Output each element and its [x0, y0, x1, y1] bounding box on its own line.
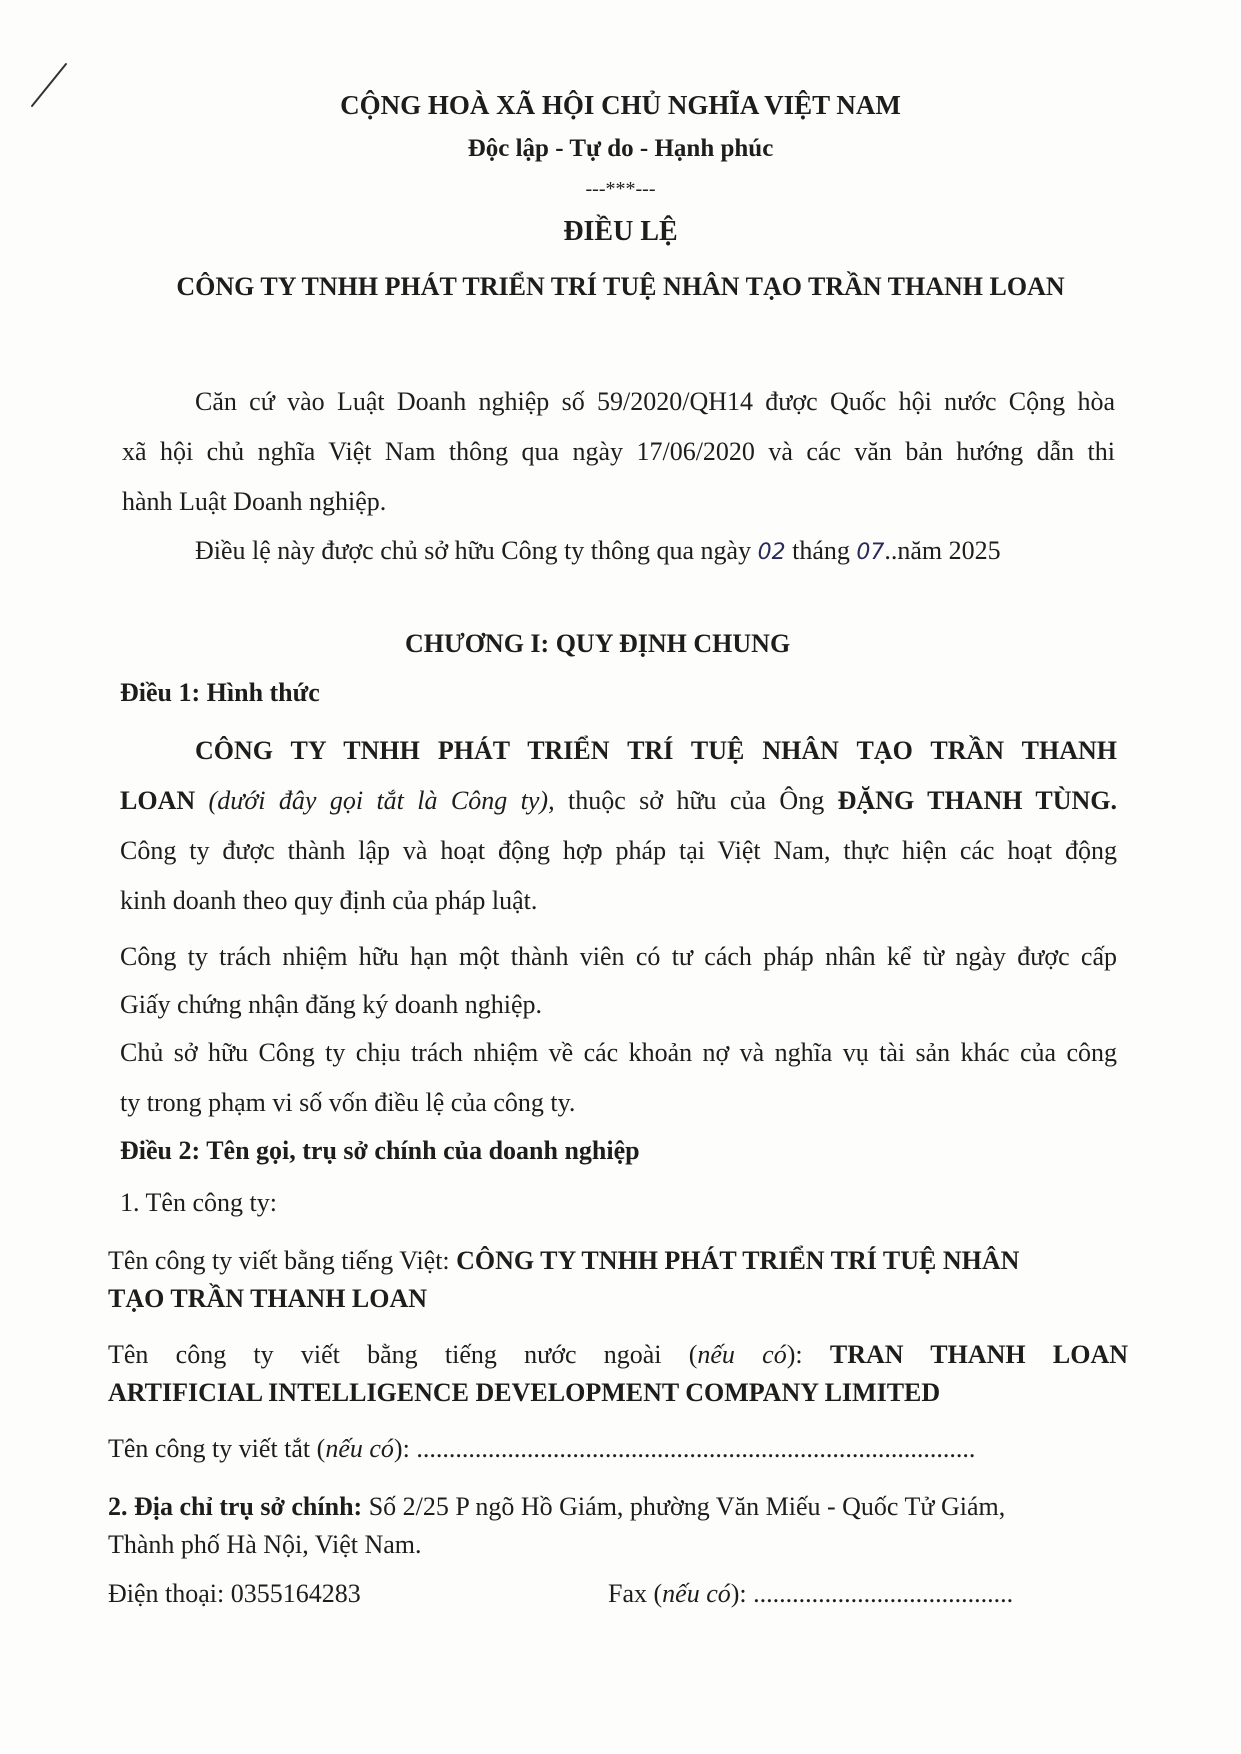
foreign-label-if-any: nếu có — [697, 1340, 787, 1369]
abbreviation-label: Tên công ty viết tắt ( — [108, 1434, 326, 1463]
approval-prefix: Điều lệ này được chủ sở hữu Công ty thông qua ngày — [195, 536, 752, 565]
article-1-line-4: kinh doanh theo quy định của pháp luật. — [120, 886, 538, 915]
abbreviation-label-close: ): — [393, 1434, 410, 1463]
owner-name: ĐẶNG THANH TÙNG. — [837, 786, 1117, 815]
article-1-p2-line-1: Công ty trách nhiệm hữu hạn một thành viên có tư cách pháp nhân kể từ ngày được cấp — [120, 942, 1117, 971]
approval-month-handwritten: 07 — [856, 540, 885, 565]
abbreviation-if-any: nếu có — [325, 1434, 394, 1463]
company-name-tail: LOAN — [120, 786, 196, 815]
address-value-cont: Thành phố Hà Nội, Việt Nam. — [108, 1530, 422, 1559]
chapter-heading: CHƯƠNG I: QUY ĐỊNH CHUNG — [405, 629, 791, 658]
address-line — [108, 1490, 1005, 1524]
national-title: CỘNG HOÀ XÃ HỘI CHỦ NGHĨA VIỆT NAM — [340, 90, 901, 120]
address-label: 2. Địa chỉ trụ sở chính: — [108, 1492, 363, 1521]
foreign-label-close: ): — [786, 1340, 803, 1369]
article-1-line-3: Công ty được thành lập và hoạt động hợp pháp tại Việt Nam, thực hiện các hoạt động — [120, 836, 1117, 865]
article-1-heading: Điều 1: Hình thức — [120, 678, 320, 707]
approval-year: ..năm 2025 — [884, 536, 1001, 565]
fax-if-any: nếu có — [662, 1579, 731, 1608]
preamble-line-3: hành Luật Doanh nghiệp. — [122, 487, 387, 516]
address-value: Số 2/25 P ngõ Hồ Giám, phường Văn Miếu - Quốc Tử Giám, — [368, 1492, 1006, 1521]
fax-label-close: ): — [730, 1579, 747, 1608]
approval-month-label: tháng — [792, 536, 850, 565]
foreign-name-value: TRAN THANH LOAN — [829, 1340, 1128, 1369]
abbreviation-value: ...................................................................................... — [416, 1434, 976, 1463]
vietnamese-name-line — [108, 1244, 1019, 1278]
article-1-p3-line-1: Chủ sở hữu Công ty chịu trách nhiệm về các khoản nợ và nghĩa vụ tài sản khác của công — [120, 1038, 1117, 1067]
article-2-item-1: 1. Tên công ty: — [120, 1188, 277, 1217]
vietnamese-name-label: Tên công ty viết bằng tiếng Việt: — [108, 1246, 450, 1275]
national-motto: Độc lập - Tự do - Hạnh phúc — [467, 135, 774, 162]
preamble-line-2: xã hội chủ nghĩa Việt Nam thông qua ngày 17/06/2020 và các văn bản hướng dẫn thi — [122, 437, 1115, 466]
article-1-p2-line-2: Giấy chứng nhận đăng ký doanh nghiệp. — [120, 990, 543, 1019]
foreign-name-label — [108, 1340, 803, 1369]
fax-value: ........................................ — [753, 1579, 1014, 1608]
article-1-company-name: CÔNG TY TNHH PHÁT TRIỂN TRÍ TUỆ NHÂN TẠO TRẦN THANH — [195, 736, 1117, 765]
vietnamese-name-value: CÔNG TY TNHH PHÁT TRIỂN TRÍ TUỆ NHÂN — [456, 1246, 1020, 1275]
short-name-note: (dưới đây gọi tắt là Công ty), — [208, 786, 555, 815]
company-title: CÔNG TY TNHH PHÁT TRIỂN TRÍ TUỆ NHÂN TẠO TRẦN THANH LOAN — [176, 272, 1065, 301]
phone-line: Điện thoại: 0355164283 — [108, 1579, 361, 1608]
vietnamese-name-value-cont: TẠO TRẦN THANH LOAN — [108, 1284, 428, 1313]
article-2-heading: Điều 2: Tên gọi, trụ sở chính của doanh nghiệp — [120, 1136, 640, 1165]
foreign-label-text: Tên công ty viết bằng tiếng nước ngoài ( — [108, 1340, 698, 1369]
fax-line — [608, 1577, 1013, 1611]
header-separator: ---***--- — [585, 178, 656, 200]
ownership-text: thuộc sở hữu của Ông — [568, 786, 825, 815]
foreign-name-value-cont: ARTIFICIAL INTELLIGENCE DEVELOPMENT COMPANY LIMITED — [108, 1378, 941, 1407]
foreign-name-line — [108, 1338, 1128, 1372]
document-title: ĐIỀU LỆ — [563, 216, 678, 247]
article-1-p3-line-2: ty trong phạm vi số vốn điều lệ của công ty. — [120, 1088, 576, 1117]
article-1-owner-line — [120, 784, 1117, 818]
approval-day-handwritten: 02 — [757, 540, 786, 565]
approval-line — [195, 534, 1001, 570]
fax-label: Fax ( — [608, 1579, 663, 1608]
preamble-line-1: Căn cứ vào Luật Doanh nghiệp số 59/2020/QH14 được Quốc hội nước Cộng hòa — [195, 387, 1115, 416]
abbreviation-line — [108, 1432, 975, 1466]
